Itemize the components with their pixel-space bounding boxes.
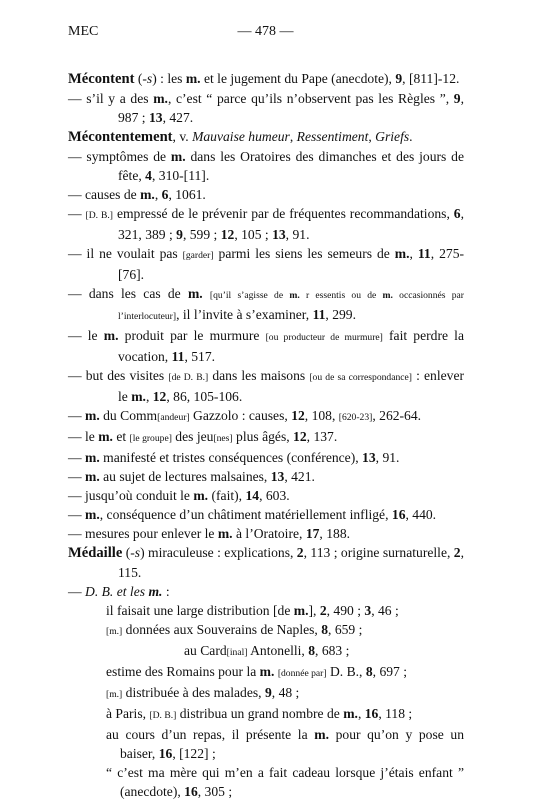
index-entry: — causes de m., 6, 1061. — [68, 187, 206, 202]
index-subentry: “ c’est ma mère qui m’en a fait cadeau lorsque j’étais enfant ” (anecdote), 16, 305 ; — [106, 765, 464, 799]
running-header — [68, 22, 463, 42]
header-section-label: MEC — [68, 24, 99, 39]
index-entry: — le m. et [le groupe] des jeu[nes] plus âgés, 12, 137. — [68, 429, 338, 444]
index-entry: — symptômes de m. dans les Oratoires des dimanches et des jours de fête, 4, 310-[11]. — [68, 149, 464, 183]
index-subentry: à Paris, [D. B.] distribua un grand nombre de m., 16, 118 ; — [106, 706, 413, 721]
index-entry: — jusqu’où conduit le m. (fait), 14, 603. — [68, 488, 290, 503]
index-entry: — m. du Comm[andeur] Gazzolo : causes, 12, 108, [620-23], 262-64. — [68, 408, 422, 423]
index-entry-heading: Médaille (-s) miraculeuse : explications, 2, 113 ; origine surnaturelle, 2, 115. — [68, 545, 464, 580]
index-entry: — le m. produit par le murmure [ou producteur de murmure] fait perdre la vocation, 11, 517. — [68, 328, 464, 364]
index-subheading: — D. B. et les m. : — [68, 584, 170, 599]
index-entry: — m., conséquence d’un châtiment matériellement infligé, 16, 440. — [68, 507, 437, 522]
index-entry: — dans les cas de m. [qu’il s’agisse de m. r essentis ou de m. occasionnés par l’interlocuteur], il l’invite à s’examiner, 11, 299. — [68, 286, 464, 322]
index-body — [68, 69, 464, 801]
index-entry: — il ne voulait pas [garder] parmi les siens les semeurs de m., 11, 275-[76]. — [68, 246, 465, 282]
index-entry-heading: Mécontent (-s) : les m. et le jugement du Pape (anecdote), 9, [811]-12. — [68, 71, 460, 87]
index-entry-heading: Mécontentement, v. Mauvaise humeur, Ressentiment, Griefs. — [68, 129, 413, 145]
index-entry: — [D. B.] empressé de le prévenir par de fréquentes recommandations, 6, 321, 389 ; 9, 599 ; 12, 105 ; 13, 91. — [68, 206, 464, 242]
index-entry: — s’il y a des m., c’est “ parce qu’ils n’observent pas les Règles ”, 9, 987 ; 13, 427. — [68, 91, 464, 125]
index-subentry: il faisait une large distribution [de m.], 2, 490 ; 3, 46 ; — [106, 603, 399, 618]
index-entry: — m. au sujet de lectures malsaines, 13, 421. — [68, 469, 315, 484]
index-subentry: [m.] distribuée à des malades, 9, 48 ; — [106, 685, 300, 700]
index-entry: — m. manifesté et tristes conséquences (conférence), 13, 91. — [68, 450, 400, 465]
index-subentry: [m.] données aux Souverains de Naples, 8, 659 ; — [106, 622, 363, 637]
index-subentry: estime des Romains pour la m. [donnée par] D. B., 8, 697 ; — [106, 664, 408, 679]
index-entry: — but des visites [de D. B.] dans les maisons [ou de sa correspondance] : enlever le m., 12, 86, 105-106. — [68, 368, 465, 404]
index-subentry: au cours d’un repas, il présente la m. pour qu’on y pose un baiser, 16, [122] ; — [106, 727, 465, 761]
index-subentry: au Card[inal] Antonelli, 8, 683 ; — [184, 643, 350, 658]
index-entry: — mesures pour enlever le m. à l’Oratoire, 17, 188. — [68, 526, 351, 541]
page-number: — 478 — — [237, 24, 294, 39]
